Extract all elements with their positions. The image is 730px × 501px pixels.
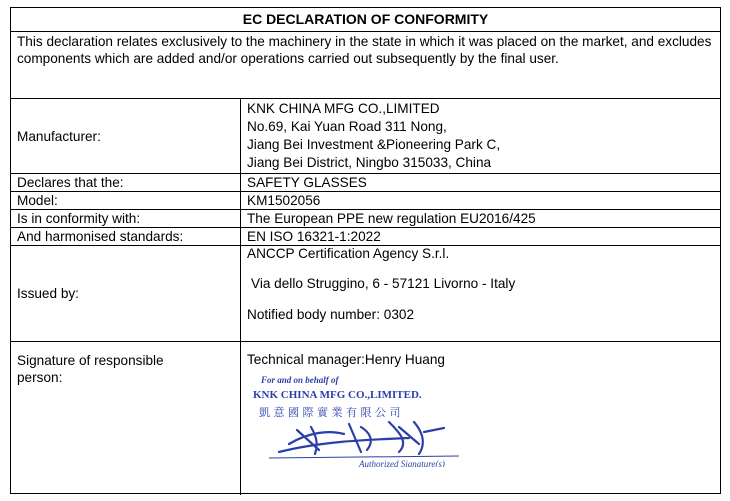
signature-label-line: Signature of responsible — [17, 353, 164, 368]
manufacturer-label: Manufacturer: — [17, 128, 101, 144]
model-label-cell — [11, 192, 241, 209]
issued-by-row — [11, 246, 720, 342]
declaration-document — [10, 7, 721, 494]
standards-label: And harmonised standards: — [17, 229, 184, 244]
product-name: SAFETY GLASSES — [247, 175, 367, 190]
technical-manager: Technical manager:Henry Huang — [247, 352, 445, 367]
model-value-cell — [241, 192, 720, 209]
declares-label-cell — [11, 174, 241, 191]
certification-agency: ANCCP Certification Agency S.r.l. — [247, 246, 450, 261]
standard-text: EN ISO 16321-1:2022 — [247, 229, 381, 244]
stamp-signature-line — [269, 456, 459, 458]
model-label: Model: — [17, 193, 58, 208]
signature-label-line: person: — [17, 370, 63, 385]
agency-address: Via dello Struggino, 6 - 57121 Livorno - Italy — [251, 276, 516, 291]
conformity-value-cell — [241, 210, 720, 227]
declares-value-cell — [241, 174, 720, 191]
stamp-chinese-text: 凱 意 國 際 實 業 有 限 公 司 — [259, 406, 401, 419]
manufacturer-address-line: Jiang Bei District, Ningbo 315033, China — [247, 155, 492, 170]
conformity-label-cell — [11, 210, 241, 227]
handwritten-signature — [279, 422, 444, 454]
stamp-company-text: KNK CHINA MFG CO.,LIMITED. — [253, 389, 422, 401]
stamp-graphic — [249, 372, 469, 467]
company-stamp — [249, 372, 469, 467]
issued-by-value-cell — [241, 246, 720, 341]
stamp-behalf-text: For and on behalf of — [261, 375, 339, 385]
standards-value-cell — [241, 228, 720, 245]
manufacturer-row — [11, 99, 720, 174]
signature-row — [11, 342, 720, 495]
standards-row — [11, 228, 720, 246]
conformity-row — [11, 210, 720, 228]
notified-body-number: Notified body number: 0302 — [247, 307, 415, 322]
intro-text: This declaration relates exclusively to the machinery in the state in which it was placed on the market, and excludes components which are added and/or operations carried out subsequently by the final user. — [17, 34, 712, 66]
declares-row — [11, 174, 720, 192]
document-title — [11, 8, 720, 32]
standards-label-cell — [11, 228, 241, 245]
conformity-label: Is in conformity with: — [17, 211, 141, 226]
manufacturer-label-cell — [11, 99, 241, 173]
declares-label: Declares that the: — [17, 175, 124, 190]
issued-by-label-cell — [11, 246, 241, 341]
manufacturer-name: KNK CHINA MFG CO.,LIMITED — [247, 101, 440, 116]
regulation-text: The European PPE new regulation EU2016/425 — [247, 211, 536, 226]
signature-label-cell — [11, 342, 241, 495]
manufacturer-address-line: Jiang Bei Investment &Pioneering Park C, — [247, 137, 501, 152]
manufacturer-address-line: No.69, Kai Yuan Road 311 Nong, — [247, 119, 447, 134]
issued-by-label: Issued by: — [17, 286, 79, 301]
document-title-text: EC DECLARATION OF CONFORMITY — [242, 11, 489, 27]
stamp-authorized-text: Authorized Signature(s) — [359, 459, 445, 467]
model-number: KM1502056 — [247, 193, 321, 208]
intro-paragraph — [11, 32, 720, 99]
model-row — [11, 192, 720, 210]
signature-value-cell — [241, 342, 720, 495]
manufacturer-value-cell — [241, 99, 720, 173]
